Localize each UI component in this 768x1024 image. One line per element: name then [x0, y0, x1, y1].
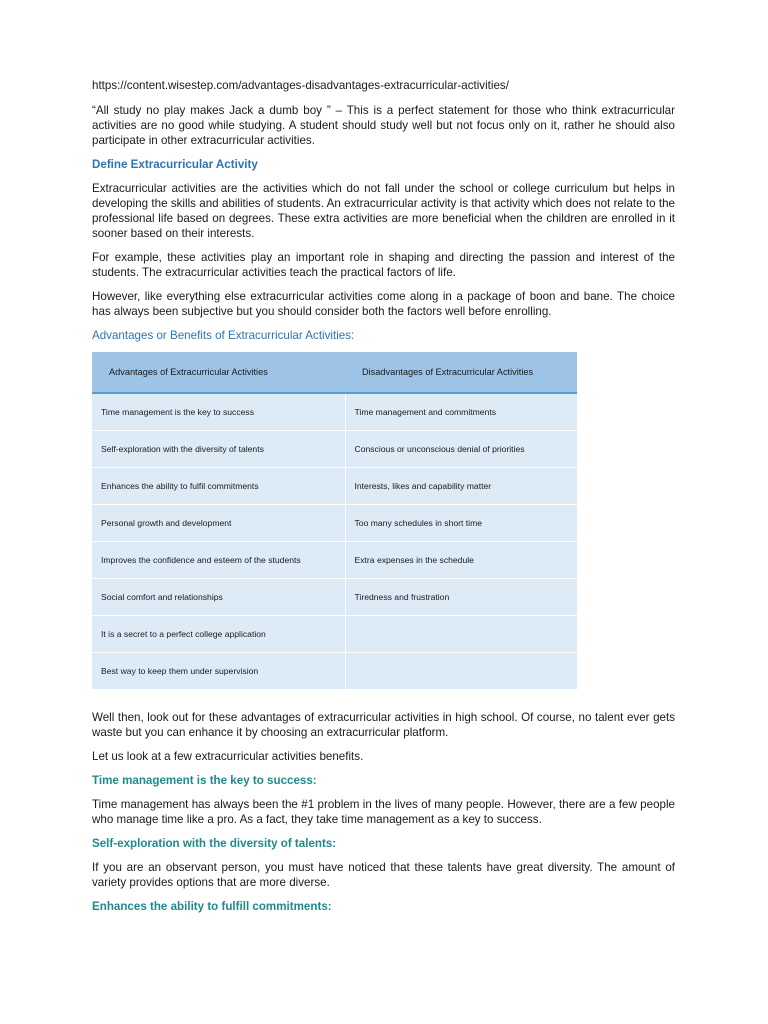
enhances-ability-heading: Enhances the ability to fulfill commitments: — [92, 900, 332, 913]
table-row — [92, 393, 577, 431]
define-paragraph-1: Extracurricular activities are the activities which do not fall under the school or college curriculum but helps in developing the skills and abilities of students. An extracurricular activity is that activity which does not relate to the professional life based on degrees. These extra activities are more beneficial when the children are enrolled in it sooner based on their interests. — [92, 182, 675, 240]
table-cell-disadvantage: Time management and commitments — [345, 393, 577, 431]
self-exploration-heading: Self-exploration with the diversity of talents: — [92, 837, 337, 850]
intro-paragraph: “All study no play makes Jack a dumb boy ” – This is a perfect statement for those who think extracurricular activities are no good while studying. A student should study well but not focus only on it, rather he should also participate in other extracurricular activities. — [92, 104, 675, 147]
self-exploration-paragraph: If you are an observant person, you must have noticed that these talents have great diversity. The amount of variety provides options that are more diverse. — [92, 861, 675, 889]
advantages-disadvantages-table — [92, 352, 577, 690]
time-management-paragraph: Time management has always been the #1 problem in the lives of many people. However, there are a few people who manage time like a pro. As a fact, they take time management as a key to success. — [92, 798, 675, 826]
source-url[interactable]: https://content.wisestep.com/advantages-disadvantages-extracurricular-activities/ — [92, 79, 509, 92]
table-cell-disadvantage: Conscious or unconscious denial of priorities — [345, 431, 577, 468]
table-cell-advantage: Best way to keep them under supervision — [92, 653, 345, 690]
table-cell-disadvantage: Interests, likes and capability matter — [345, 468, 577, 505]
after-table-paragraph-2: Let us look at a few extracurricular activities benefits. — [92, 750, 364, 763]
table-cell-advantage: Improves the confidence and esteem of the students — [92, 542, 345, 579]
table-row — [92, 431, 577, 468]
table-header-disadvantages: Disadvantages of Extracurricular Activities — [345, 352, 577, 393]
table-cell-advantage: Social comfort and relationships — [92, 579, 345, 616]
table-cell-disadvantage: Tiredness and frustration — [345, 579, 577, 616]
table-row — [92, 653, 577, 690]
table-row — [92, 468, 577, 505]
define-paragraph-2: For example, these activities play an important role in shaping and directing the passion and interest of the students. The extracurricular activities teach the practical factors of life. — [92, 251, 675, 279]
table-row — [92, 505, 577, 542]
table-row — [92, 542, 577, 579]
time-management-heading: Time management is the key to success: — [92, 774, 317, 787]
document-page — [92, 78, 675, 923]
table-cell-disadvantage — [345, 653, 577, 690]
table-cell-advantage: Self-exploration with the diversity of talents — [92, 431, 345, 468]
advantages-heading: Advantages or Benefits of Extracurricular Activities: — [92, 329, 355, 342]
table-cell-disadvantage: Extra expenses in the schedule — [345, 542, 577, 579]
define-paragraph-3: However, like everything else extracurricular activities come along in a package of boon and bane. The choice has always been subjective but you should consider both the factors well before enrolling. — [92, 290, 675, 318]
table-header-advantages: Advantages of Extracurricular Activities — [92, 352, 345, 393]
after-table-paragraph-1: Well then, look out for these advantages of extracurricular activities in high school. Of course, no talent ever gets waste but you can enhance it by choosing an extracurricular platform. — [92, 711, 675, 739]
define-heading: Define Extracurricular Activity — [92, 158, 258, 171]
table-row — [92, 616, 577, 653]
table-cell-advantage: It is a secret to a perfect college application — [92, 616, 345, 653]
table-row — [92, 579, 577, 616]
table-cell-disadvantage — [345, 616, 577, 653]
table-cell-disadvantage: Too many schedules in short time — [345, 505, 577, 542]
table-cell-advantage: Personal growth and development — [92, 505, 345, 542]
table-cell-advantage: Enhances the ability to fulfil commitments — [92, 468, 345, 505]
table-cell-advantage: Time management is the key to success — [92, 393, 345, 431]
table-header-row — [92, 352, 577, 393]
